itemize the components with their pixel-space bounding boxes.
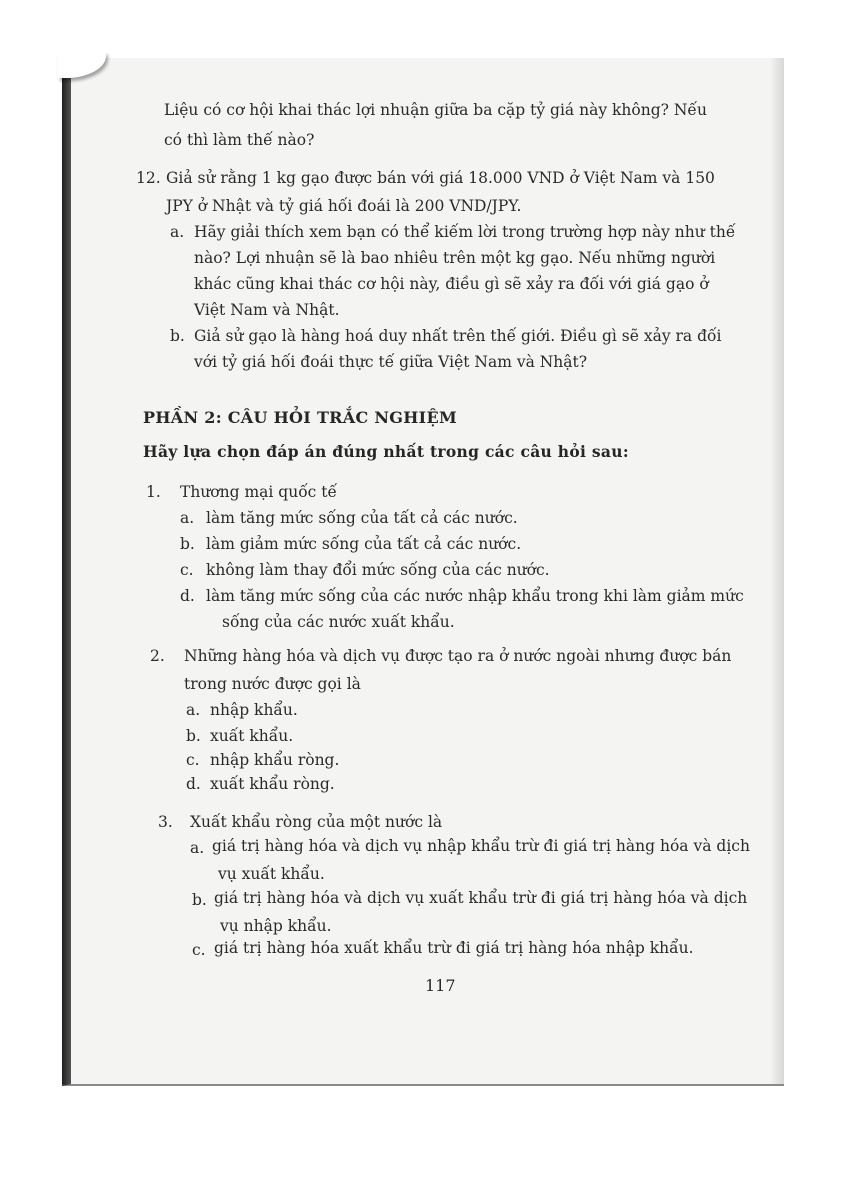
q12b-label: b. (170, 327, 185, 345)
q12-number: 12. (136, 169, 161, 187)
mc2-option-b: xuất khẩu. (210, 727, 294, 745)
q12b-line-2: với tỷ giá hối đoái thực tế giữa Việt Nam và Nhật? (194, 353, 588, 371)
mc3-option-a-line-2: vụ xuất khẩu. (218, 865, 325, 883)
mc1-b-label: b. (180, 535, 195, 553)
q12a-line-2: nào? Lợi nhuận sẽ là bao nhiêu trên một kg gạo. Nếu những người (194, 249, 716, 267)
q12-text-line-1: Giả sử rằng 1 kg gạo được bán với giá 18.000 VND ở Việt Nam và 150 (166, 169, 715, 187)
mc3-number: 3. (158, 813, 173, 831)
mc3-b-label: b. (192, 891, 207, 909)
mc1-c-label: c. (180, 561, 194, 579)
continuation-line-2: có thì làm thế nào? (164, 131, 315, 149)
q12b-line-1: Giả sử gạo là hàng hoá duy nhất trên thế giới. Điều gì sẽ xảy ra đối (194, 327, 722, 345)
mc3-c-label: c. (192, 941, 206, 959)
mc3-option-b-line-1: giá trị hàng hóa và dịch vụ xuất khẩu trừ đi giá trị hàng hóa và dịch (214, 889, 748, 907)
mc2-d-label: d. (186, 775, 201, 793)
section-title: PHẦN 2: CÂU HỎI TRẮC NGHIỆM (143, 408, 457, 427)
mc3-option-a-line-1: giá trị hàng hóa và dịch vụ nhập khẩu trừ đi giá trị hàng hóa và dịch (212, 837, 750, 855)
section-instruction: Hãy lựa chọn đáp án đúng nhất trong các câu hỏi sau: (143, 442, 629, 461)
mc2-number: 2. (150, 647, 165, 665)
mc2-a-label: a. (186, 701, 201, 719)
mc1-stem: Thương mại quốc tế (180, 483, 338, 501)
mc2-c-label: c. (186, 751, 200, 769)
mc3-a-label: a. (190, 839, 205, 857)
mc2-option-c: nhập khẩu ròng. (210, 751, 340, 769)
page-edge-shadow (770, 58, 784, 1084)
mc3-stem: Xuất khẩu ròng của một nước là (190, 813, 443, 831)
mc1-option-a: làm tăng mức sống của tất cả các nước. (206, 509, 518, 527)
mc3-option-b-line-2: vụ nhập khẩu. (220, 917, 332, 935)
mc2-option-d: xuất khẩu ròng. (210, 775, 335, 793)
mc2-option-a: nhập khẩu. (210, 701, 298, 719)
q12a-line-4: Việt Nam và Nhật. (194, 301, 340, 319)
mc1-option-d-line-2: sống của các nước xuất khẩu. (222, 613, 455, 631)
q12a-line-3: khác cũng khai thác cơ hội này, điều gì sẽ xảy ra đối với giá gạo ở (194, 275, 709, 293)
mc2-stem-line-2: trong nước được gọi là (184, 675, 361, 693)
mc1-d-label: d. (180, 587, 195, 605)
mc2-b-label: b. (186, 727, 201, 745)
continuation-line-1: Liệu có cơ hội khai thác lợi nhuận giữa ba cặp tỷ giá này không? Nếu (164, 101, 707, 119)
q12a-label: a. (170, 223, 185, 241)
mc1-a-label: a. (180, 509, 195, 527)
mc2-stem-line-1: Những hàng hóa và dịch vụ được tạo ra ở nước ngoài nhưng được bán (184, 647, 732, 665)
mc1-option-b: làm giảm mức sống của tất cả các nước. (206, 535, 522, 553)
mc1-option-d-line-1: làm tăng mức sống của các nước nhập khẩu trong khi làm giảm mức (206, 587, 744, 605)
mc3-option-c: giá trị hàng hóa xuất khẩu trừ đi giá trị hàng hóa nhập khẩu. (214, 939, 694, 957)
q12a-line-1: Hãy giải thích xem bạn có thể kiếm lời trong trường hợp này như thế (194, 223, 736, 241)
mc1-option-c: không làm thay đổi mức sống của các nước. (206, 561, 550, 579)
page-number: 117 (425, 976, 456, 995)
mc1-number: 1. (146, 483, 161, 501)
q12-text-line-2: JPY ở Nhật và tỷ giá hối đoái là 200 VND/JPY. (166, 197, 522, 215)
